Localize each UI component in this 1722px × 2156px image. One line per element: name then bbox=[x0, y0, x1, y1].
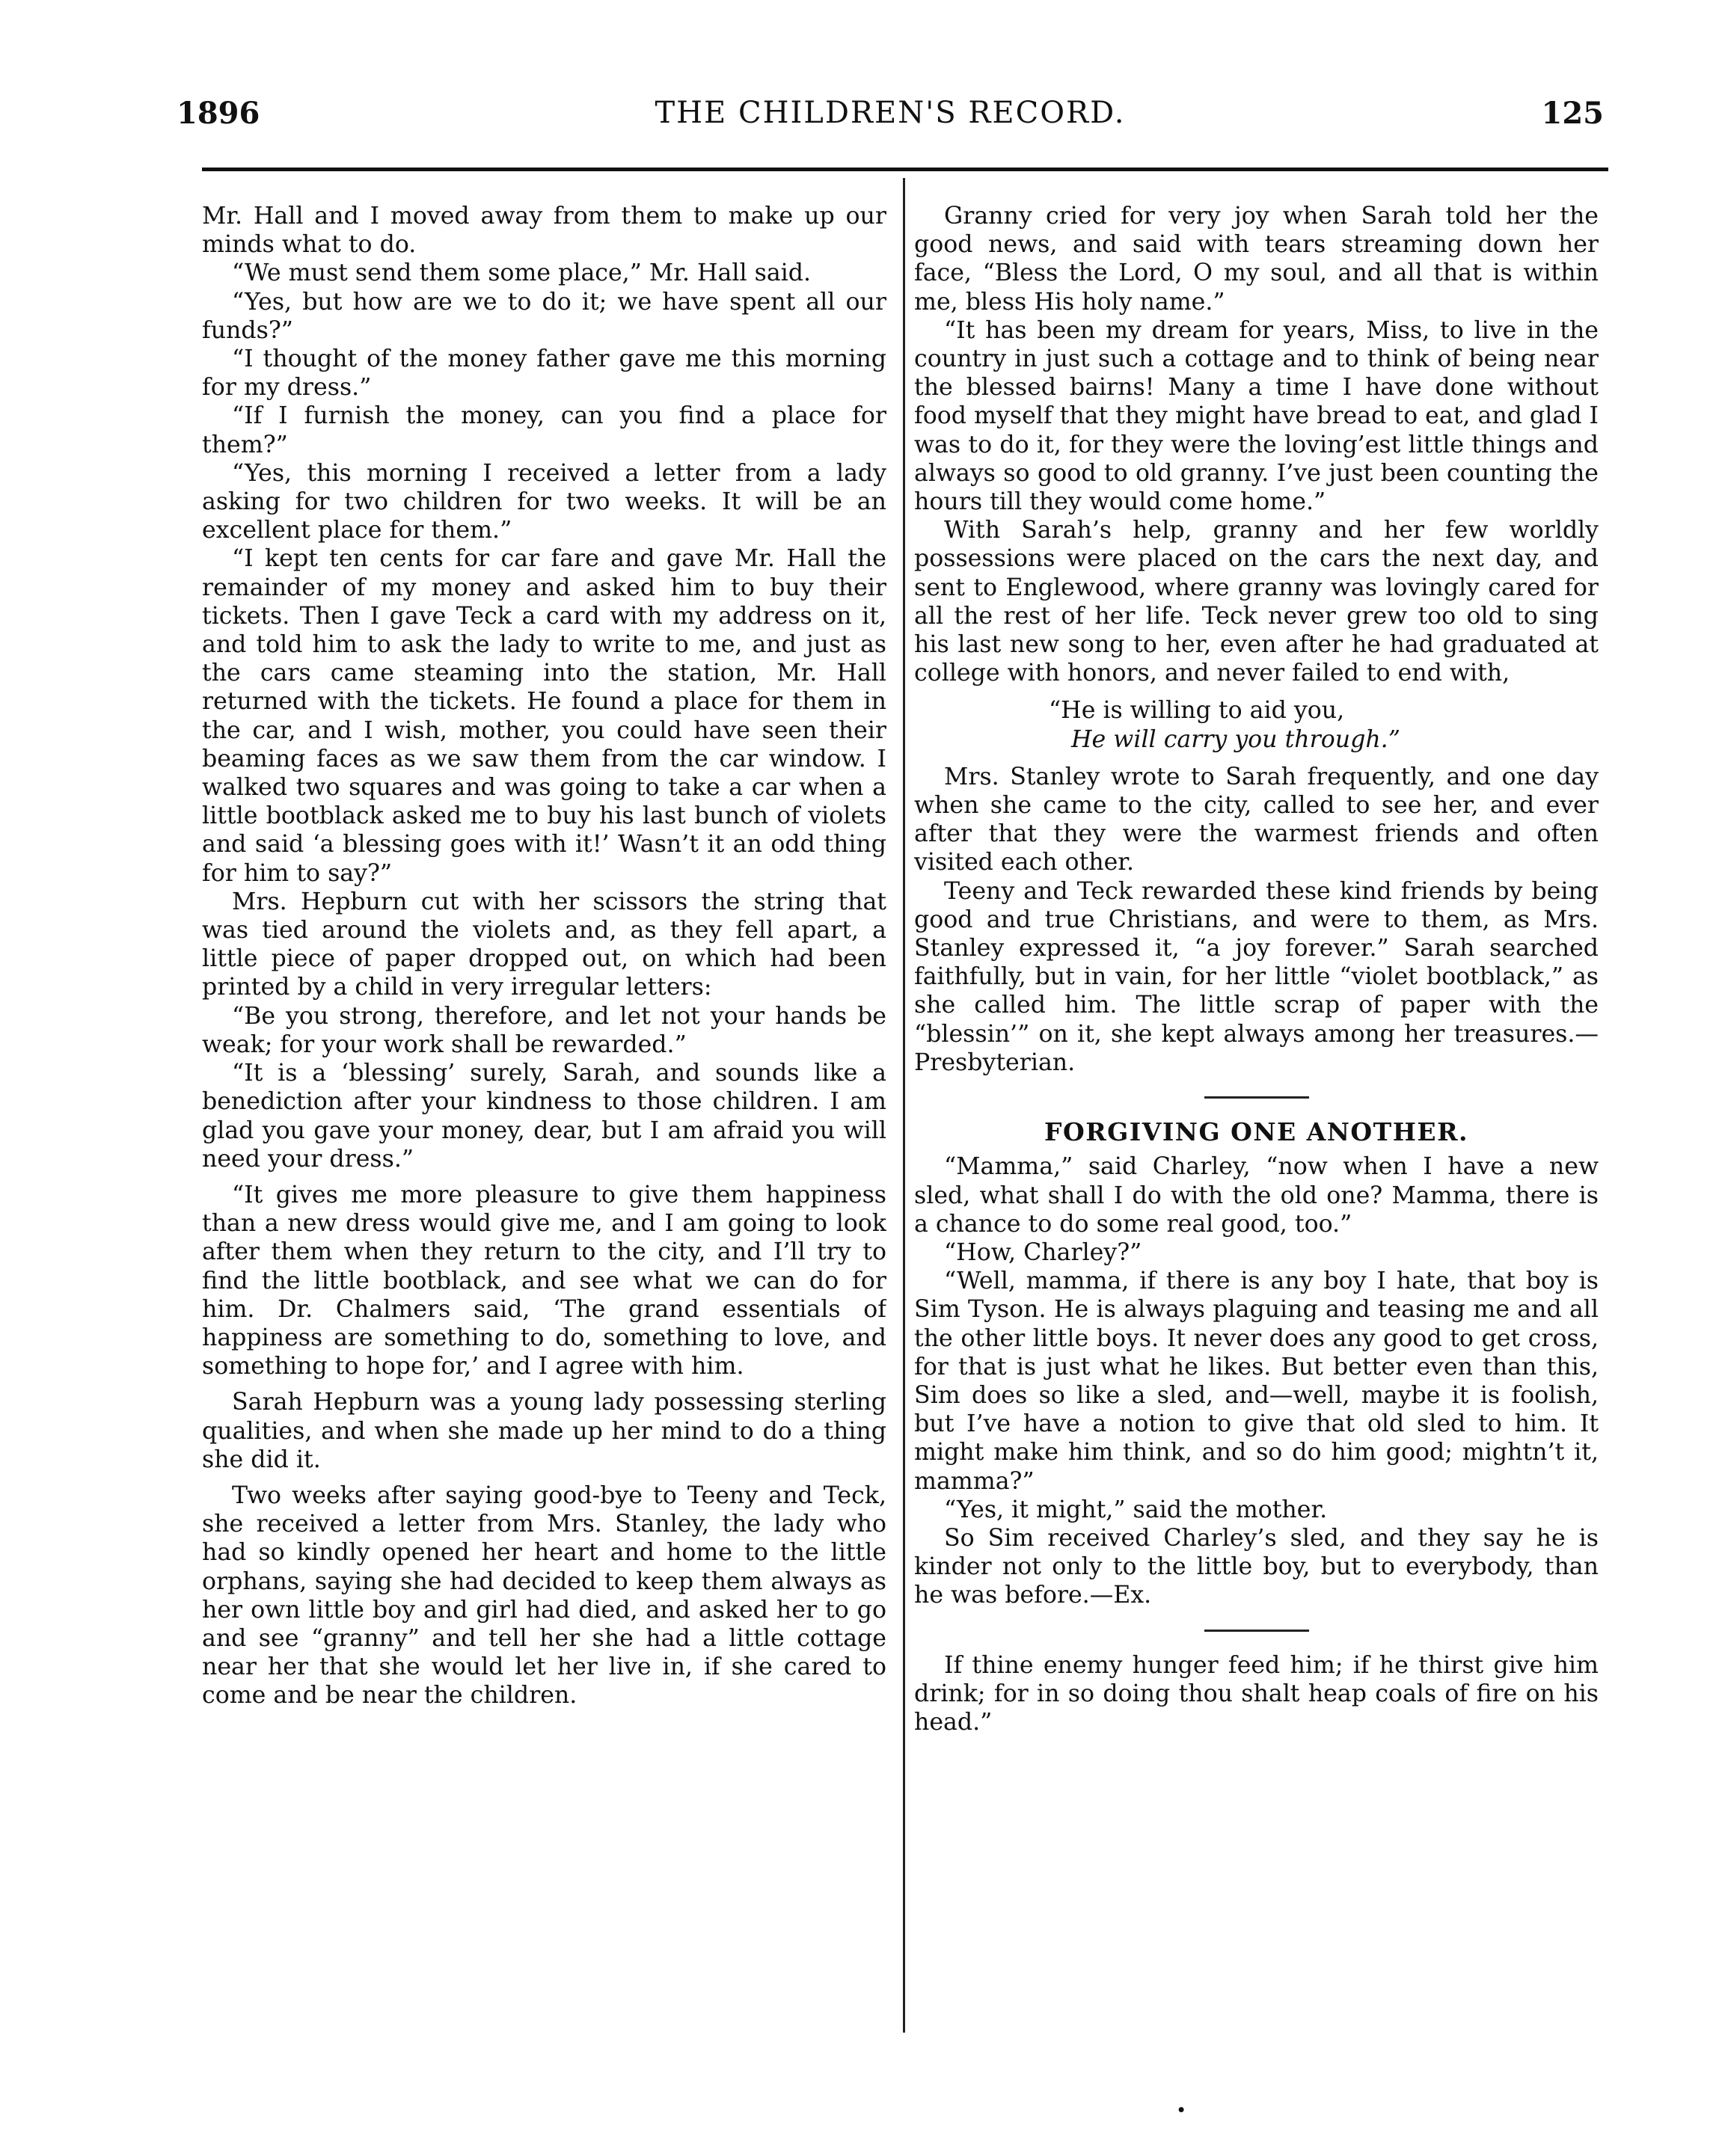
right-column bbox=[914, 202, 1599, 2034]
paragraph: “It is a ‘blessing’ surely, Sarah, and sounds like a benediction after your kindness to those children. I am glad you gave your money, dear, but I am afraid you will need your dress.” bbox=[202, 1060, 886, 1173]
paragraph: “Yes, this morning I received a letter from a lady asking for two children for two weeks. It will be an excellent place for them.” bbox=[202, 459, 886, 544]
paragraph: Granny cried for very joy when Sarah told her the good news, and said with tears streaming down her face, “Bless the Lord, O my soul, and all that is within me, bless His holy name.” bbox=[914, 203, 1599, 316]
paragraph: “Yes, it might,” said the mother. bbox=[944, 1496, 1328, 1523]
column-divider bbox=[903, 178, 905, 2033]
paragraph: “Be you strong, therefore, and let not your hands be weak; for your work shall be rewarded.” bbox=[202, 1002, 886, 1058]
paragraph: Mr. Hall and I moved away from them to make up our minds what to do. bbox=[202, 203, 886, 259]
left-column bbox=[202, 202, 886, 2034]
paragraph: “It gives me more pleasure to give them happiness than a new dress would give me, and I am going to look after them when they return to the city, and I’ll try to find the little bootblack, and see what we can do for him. Dr. Chalmers said, ‘The grand essentials of happiness are something to do, something to love, and something to hope for,’ and I agree with him. bbox=[202, 1181, 886, 1380]
header-page-number: 125 bbox=[1541, 96, 1604, 131]
verse-line: “He is willing to aid you, bbox=[1049, 697, 1345, 725]
paragraph: “It has been my dream for years, Miss, to live in the country in just such a cottage and to think of being near the blessed bairns! Many a time I have done without food myself that they might have bread to eat, and glad I was to do it, for they were the loving’est little things and always so good to old granny. I’ve just been counting the hours till they would come home.” bbox=[914, 316, 1599, 516]
paragraph: “If I furnish the money, can you find a place for them?” bbox=[202, 402, 886, 458]
paragraph: “Mamma,” said Charley, “now when I have a new sled, what shall I do with the old one? Mamma, there is a chance to do some real good, too.” bbox=[914, 1153, 1599, 1238]
paragraph: Mrs. Stanley wrote to Sarah frequently, and one day when she came to the city, called to see her, and ever after that they were the warmest friends and often visited each other. bbox=[914, 763, 1599, 876]
verse bbox=[1049, 696, 1599, 753]
paragraph: So Sim received Charley’s sled, and they say he is kinder not only to the little boy, but to everybody, than he was before.—Ex. bbox=[914, 1524, 1599, 1609]
paragraph: “I kept ten cents for car fare and gave Mr. Hall the remainder of my money and asked him to buy their tickets. Then I gave Teck a card with my address on it, and told him to ask the lady to write to me, and just as the cars came steaming into the station, Mr. Hall returned with the tickets. He found a place for them in the car, and I wish, mother, you could have seen their beaming faces as we saw them from the car window. I walked two squares and was going to take a car when a little bootblack asked me to buy his last bunch of violets and said ‘a blessing goes with it!’ Wasn’t it an odd thing for him to say?” bbox=[202, 545, 886, 887]
paragraph: Sarah Hepburn was a young lady possessing sterling qualities, and when she made up her mind to do a thing she did it. bbox=[202, 1389, 886, 1473]
paragraph: “How, Charley?” bbox=[944, 1238, 1142, 1266]
paragraph: Two weeks after saying good-bye to Teeny and Teck, she received a letter from Mrs. Stanley, the lady who had so kindly opened her heart and home to the little orphans, saying she had decided to keep them always as her own little boy and girl had died, and asked her to go and see “granny” and tell her she had a little cottage near her that she would let her live in, if she cared to come and be near the children. bbox=[202, 1481, 886, 1710]
paragraph: With Sarah’s help, granny and her few worldly possessions were placed on the cars the next day, and sent to Englewood, where granny was lovingly cared for all the rest of her life. Teck never grew too old to sing his last new song to her, even after he had graduated at college with honors, and never failed to end with, bbox=[914, 517, 1599, 687]
header-year: 1896 bbox=[177, 96, 260, 131]
paragraph: “Well, mamma, if there is any boy I hate, that boy is Sim Tyson. He is always plaguing and teasing me and all the other little boys. It never does any good to get cross, for that is just what he likes. But better even than this, Sim does so like a sled, and—well, maybe it is foolish, but I’ve have a notion to give that old sled to him. It might make him think, and so do him good; mightn’t it, mamma?” bbox=[914, 1268, 1599, 1495]
paragraph: “I thought of the money father gave me this morning for my dress.” bbox=[202, 345, 886, 402]
section-separator bbox=[1204, 1630, 1309, 1632]
paragraph: Mrs. Hepburn cut with her scissors the string that was tied around the violets and, as they fell apart, a little piece of paper dropped out, on which had been printed by a child in very irregular letters: bbox=[202, 888, 886, 1001]
header-rule bbox=[202, 168, 1608, 171]
paragraph: Teeny and Teck rewarded these kind friends by being good and true Christians, and were to them, as Mrs. Stanley expressed it, “a joy forever.” Sarah searched faithfully, but in vain, for her little “violet bootblack,” as she called him. The little scrap of paper with the “blessin’” on it, she kept always among her treasures.—Presbyterian. bbox=[914, 877, 1599, 1076]
print-mark: • bbox=[1176, 2100, 1187, 2121]
paragraph: “We must send them some place,” Mr. Hall said. bbox=[232, 259, 812, 287]
verse-line: He will carry you through.” bbox=[1071, 725, 1400, 753]
paragraph: “Yes, but how are we to do it; we have spent all our funds?” bbox=[202, 288, 886, 344]
article-heading: FORGIVING ONE ANOTHER. bbox=[1044, 1117, 1468, 1147]
paragraph: If thine enemy hunger feed him; if he thirst give him drink; for in so doing thou shalt heap coals of fire on his head.” bbox=[914, 1651, 1599, 1736]
page-header bbox=[177, 96, 1604, 148]
section-separator bbox=[1204, 1096, 1309, 1099]
header-title: THE CHILDREN'S RECORD. bbox=[655, 96, 1126, 130]
